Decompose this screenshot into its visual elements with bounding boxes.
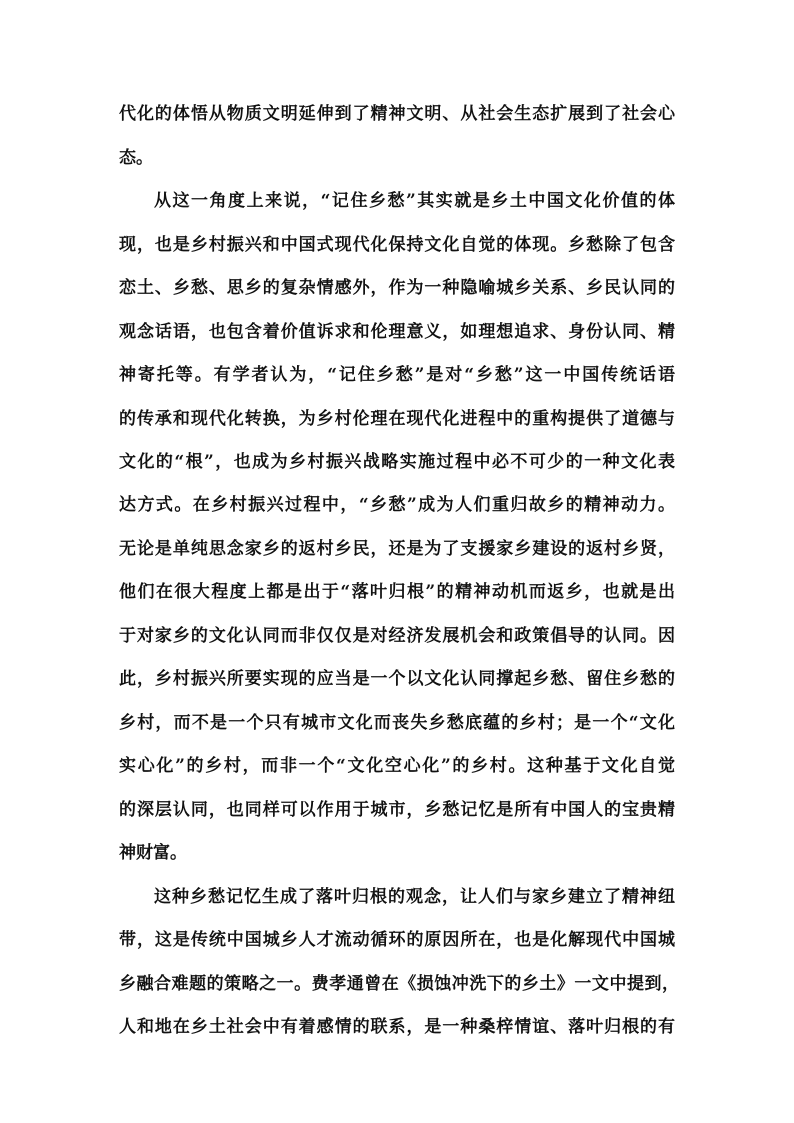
text-line: 现，也是乡村振兴和中国式现代化保持文化自觉的体现。乡愁除了包含 bbox=[119, 235, 675, 255]
text-line: 恋土、乡愁、思乡的复杂情感外，作为一种隐喻城乡关系、乡民认同的 bbox=[119, 278, 675, 298]
text-line: 观念话语，也包含着价值诉求和伦理意义，如理想追求、身份认同、精 bbox=[119, 322, 675, 342]
text-line: 他们在很大程度上都是出于“落叶归根”的精神动机而返乡，也就是出 bbox=[119, 582, 675, 602]
text-line: 此，乡村振兴所要实现的应当是一个以文化认同撑起乡愁、留住乡愁的 bbox=[119, 669, 675, 689]
text-line: 的传承和现代化转换，为乡村伦理在现代化进程中的重构提供了道德与 bbox=[119, 409, 675, 429]
text-line: 乡融合难题的策略之一。费孝通曾在《损蚀冲洗下的乡土》一文中提到， bbox=[119, 974, 679, 994]
text-line: 人和地在乡土社会中有着感情的联系，是一种桑梓情谊、落叶归根的有 bbox=[119, 1017, 675, 1037]
text-line: 态。 bbox=[119, 148, 153, 168]
text-line: 乡村，而不是一个只有城市文化而丧失乡愁底蕴的乡村；是一个“文化 bbox=[119, 713, 675, 733]
text-line: 代化的体悟从物质文明延伸到了精神文明、从社会生态扩展到了社会心 bbox=[119, 104, 675, 124]
text-line: 的深层认同，也同样可以作用于城市，乡愁记忆是所有中国人的宝贵精 bbox=[119, 800, 675, 820]
text-line: 于对家乡的文化认同而非仅仅是对经济发展机会和政策倡导的认同。因 bbox=[119, 626, 675, 646]
text-line: 实心化”的乡村，而非一个“文化空心化”的乡村。这种基于文化自觉 bbox=[119, 756, 675, 776]
text-line: 文化的“根”，也成为乡村振兴战略实施过程中必不可少的一种文化表 bbox=[119, 452, 675, 472]
text-line: 达方式。在乡村振兴过程中，“乡愁”成为人们重归故乡的精神动力。 bbox=[119, 495, 675, 515]
text-line: 带，这是传统中国城乡人才流动循环的原因所在，也是化解现代中国城 bbox=[119, 930, 675, 950]
paragraph-first-line: 从这一角度上来说，“记住乡愁”其实就是乡土中国文化价值的体 bbox=[154, 191, 675, 211]
text-line: 无论是单纯思念家乡的返村乡民，还是为了支援家乡建设的返村乡贤， bbox=[119, 539, 675, 559]
text-line: 神寄托等。有学者认为，“记住乡愁”是对“乡愁”这一中国传统话语 bbox=[119, 365, 675, 385]
paragraph-first-line: 这种乡愁记忆生成了落叶归根的观念，让人们与家乡建立了精神纽 bbox=[154, 887, 675, 907]
text-line: 神财富。 bbox=[119, 843, 187, 863]
